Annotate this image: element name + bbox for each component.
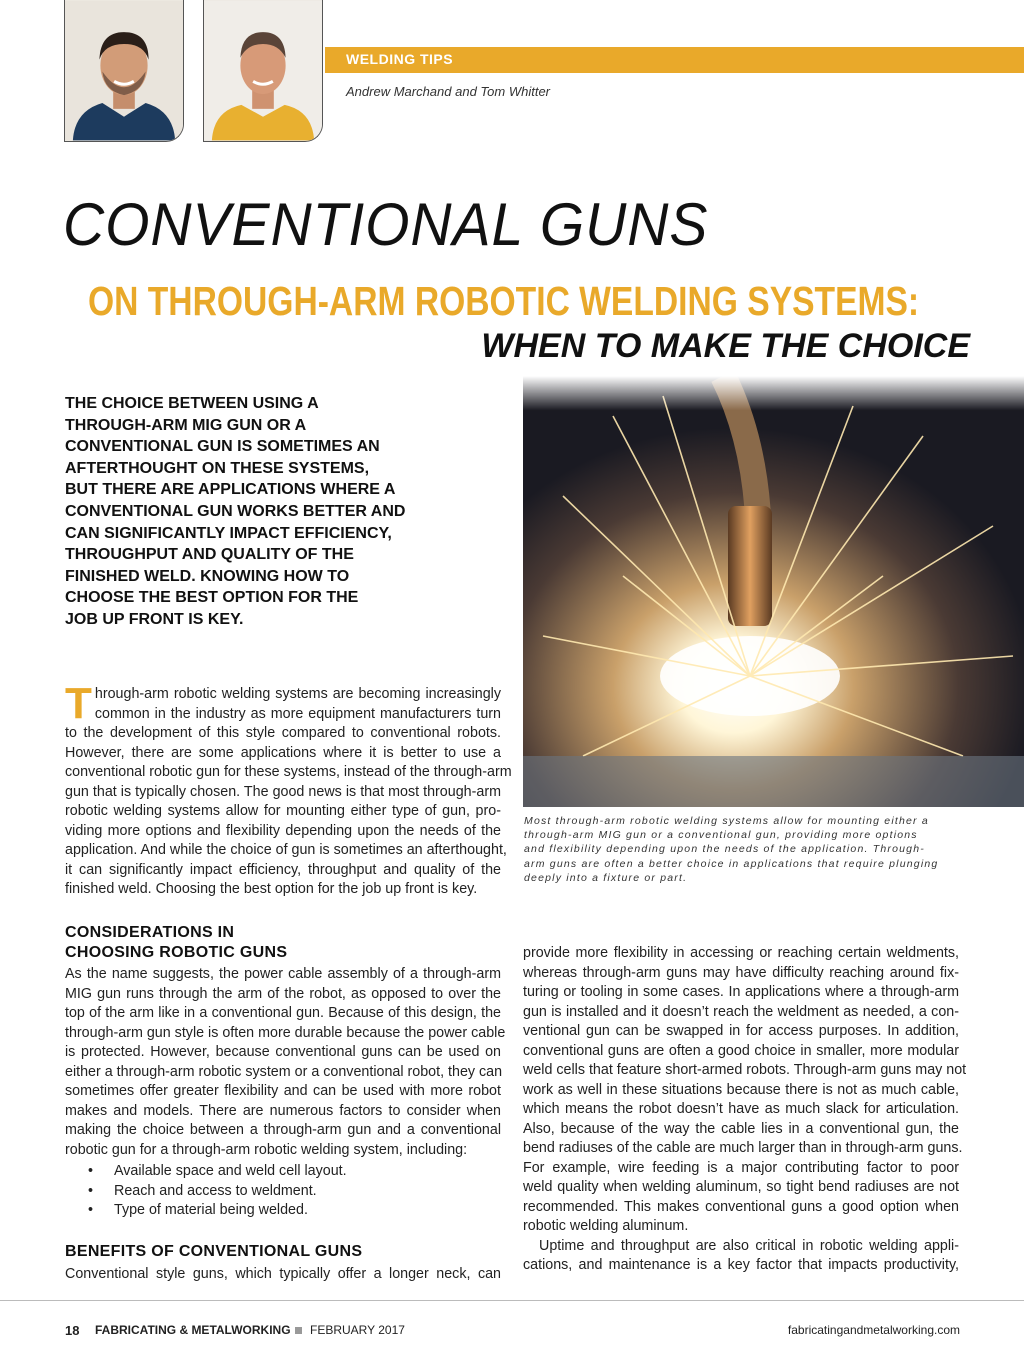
photo-caption: Most through-arm robotic welding systems allow for mounting either a through-arm MIG gun or a conventional gun, providing more options and flexibility depending upon the needs of the application. Through- arm guns are often a better choice in applications that require plunging deeply into a fixture or part. (524, 815, 939, 884)
author-photo-tom (203, 0, 323, 142)
headline: CONVENTIONAL GUNS (63, 191, 709, 258)
byline: Andrew Marchand and Tom Whitter (346, 84, 551, 99)
welding-sparks-photo (523, 376, 1024, 807)
list-item: • Available space and weld cell layout. (88, 1162, 347, 1182)
page-number: 18 (65, 1323, 80, 1338)
author-portrait-icon (65, 0, 183, 141)
benefits-paragraph: Conventional style guns, which typically offer a longer neck, can (65, 1266, 501, 1282)
right-column-text: provide more flexibility in accessing or reaching certain weldments, whereas through-arm guns may have difficulty reaching around fix- turing or tooling in some cases. In applications where a through-arm gun is installed and it doesn’t reach the weldment as needed, a con- ventional gun can be swapped in for access purposes. In addition, conventional guns are often a good choice in smaller, more modular weld cells that feature short-armed robots. Through-arm guns may not work as well in these situations because there is not as much cable, which means the robot doesn’t have as much slack for articulation. Also, because of the way the cable lies in a conventional gun, the bend radiuses of the cable are much larger than in through-arm guns. For example, wire feeding is a major contributing factor to poor weld quality when welding aluminum, so tight bend radiuses are not recommended. This makes conventional guns a good option when robotic welding aluminum. Uptime and throughput are also critical in robotic welding appli- cations, and maintenance is a key factor that impacts productivity, (523, 945, 967, 1273)
magazine-name: FABRICATING & METALWORKING (95, 1323, 291, 1337)
section-heading-considerations: CONSIDERATIONS IN CHOOSING ROBOTIC GUNS (65, 924, 288, 961)
welding-sparks-icon (523, 376, 1024, 807)
section-heading-benefits: BENEFITS OF CONVENTIONAL GUNS (65, 1243, 363, 1260)
footer-rule (0, 1300, 1024, 1301)
separator-square-icon (295, 1327, 302, 1334)
issue-date: FEBRUARY 2017 (310, 1323, 405, 1337)
lead-paragraph: THE CHOICE BETWEEN USING A THROUGH-ARM MIG GUN OR A CONVENTIONAL GUN IS SOMETIMES AN AFTERTHOUGHT ON THESE SYSTEMS, BUT THERE ARE APPLICATIONS WHERE A CONVENTIONAL GUN WORKS BETTER AND CAN SIGNIFICANTLY IMPACT EFFICIENCY, THROUGHPUT AND QUALITY OF THE FINISHED WELD. KNOWING HOW TO CHOOSE THE BEST OPTION FOR THE JOB UP FRONT IS KEY. (65, 395, 406, 628)
website-link[interactable]: fabricatingandmetalworking.com (787, 1323, 960, 1337)
drop-cap: T (65, 679, 92, 728)
considerations-paragraph: As the name suggests, the power cable assembly of a through-arm MIG gun runs through the arm of the robot, as opposed to over the top of the arm like in a conventional gun. Because of this design, the through-arm gun style is often more durable because the power cable is protected. However, because conventional guns can be used on either a through-arm robotic system or a conventional robot, they can sometimes offer greater flexibility and can be used with more robot makes and models. There are numerous factors to consider when making the choice between a through-arm gun and a conventional robotic gun for a through-arm robotic welding system, including: (65, 966, 506, 1158)
list-item: • Type of material being welded. (88, 1201, 347, 1221)
subheadline: ON THROUGH-ARM ROBOTIC WELDING SYSTEMS: (88, 278, 920, 324)
section-tag: WELDING TIPS (346, 51, 454, 67)
tagline: WHEN TO MAKE THE CHOICE (481, 327, 970, 365)
list-item: • Reach and access to weldment. (88, 1182, 347, 1202)
author-portrait-icon (204, 0, 322, 141)
intro-paragraph: T hrough-arm robotic welding systems are becoming increasingly common in the industry as more equipment manufacturers turn to the development of this style compared to conventional robots. However, there are some applications where it is better to use a conventional robotic gun for these systems, instead of the through-arm gun that is typically chosen. The good news is that most through-arm robotic welding systems allow for mounting either type of gun, pro- viding more options and flexibility depending upon the needs of the application. And while the choice of gun is sometimes an afterthought, it can significantly impact efficiency, throughput and quality of the finished weld. Choosing the best option for the job up front is key. (65, 679, 512, 897)
author-photo-andrew (64, 0, 184, 142)
factors-list (88, 1162, 347, 1221)
